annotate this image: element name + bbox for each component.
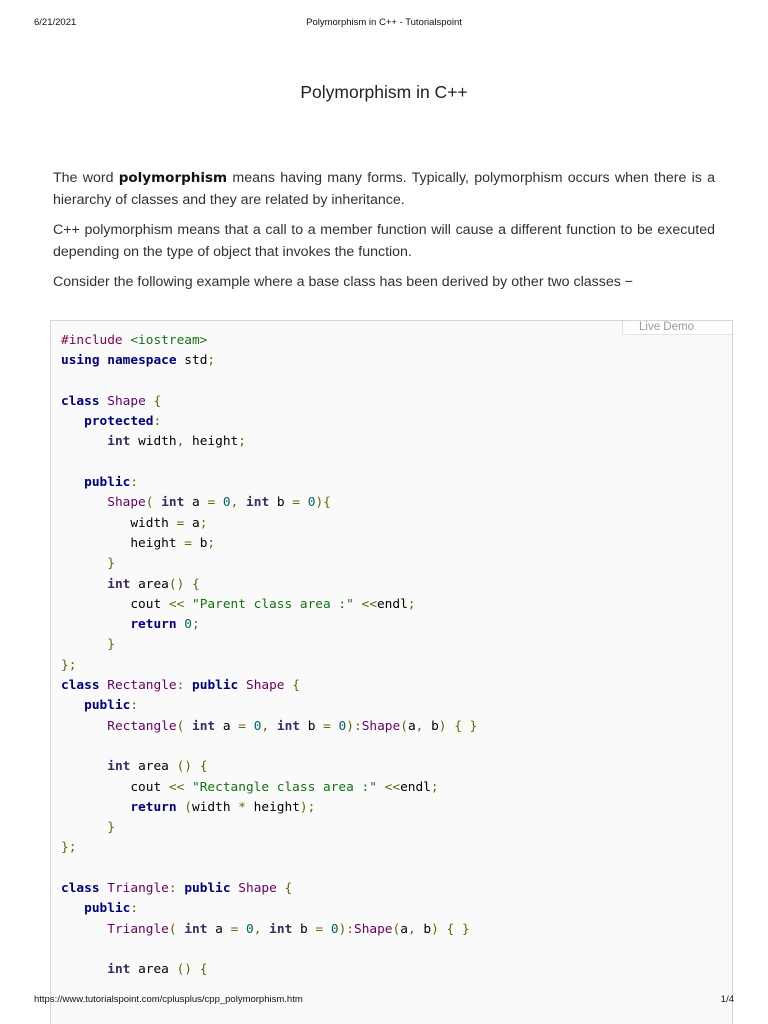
code-token: Shape <box>107 393 146 409</box>
print-header <box>0 17 768 31</box>
code-line <box>61 432 477 452</box>
code-token: ; <box>207 535 216 551</box>
code-line <box>61 473 477 493</box>
code-token: int <box>161 495 185 511</box>
code-token: { <box>446 921 455 937</box>
code-token: cout <box>61 596 169 612</box>
code-token: return <box>130 799 177 815</box>
print-footer <box>0 994 768 1008</box>
code-token: int <box>107 759 131 775</box>
code-token: << <box>168 779 185 795</box>
intro-text-end: means having many forms. Typically, polymorphism occurs when there is a hierarchy of classes and they are related by inheritance. <box>53 170 715 208</box>
code-token: area <box>130 576 169 592</box>
code-token: }; <box>61 657 77 673</box>
code-token: #include <box>61 333 131 348</box>
code-token: , <box>176 434 185 450</box>
code-line <box>61 920 477 940</box>
code-token <box>300 495 308 510</box>
code-line <box>61 351 477 371</box>
code-line <box>61 534 477 554</box>
code-token: : <box>168 881 177 897</box>
code-line <box>61 635 477 655</box>
code-token: ; <box>207 353 216 369</box>
code-token: int <box>192 718 216 734</box>
code-token: = <box>230 921 239 937</box>
code-token <box>61 962 107 977</box>
code-token: class <box>61 393 100 409</box>
code-token: = <box>207 495 216 511</box>
code-token <box>61 495 107 510</box>
code-token: * <box>238 799 246 815</box>
code-token: int <box>107 434 131 450</box>
code-token: () <box>176 962 193 978</box>
code-token <box>61 414 84 429</box>
code-token: width <box>192 799 239 815</box>
code-token: protected <box>84 414 154 430</box>
code-token: height <box>245 799 300 815</box>
code-token <box>184 678 192 693</box>
code-line <box>61 493 477 513</box>
code-token <box>184 780 192 795</box>
code-token: { <box>192 576 200 592</box>
code-token: int <box>276 718 300 734</box>
code-token: << <box>361 596 377 612</box>
code-token: Triangle <box>107 881 169 897</box>
code-token <box>323 922 331 937</box>
code-token: ( <box>168 921 177 937</box>
code-token: Shape <box>238 881 277 897</box>
code-token: int <box>107 962 131 978</box>
code-line <box>61 656 477 676</box>
code-token <box>277 881 285 896</box>
code-token: int <box>269 921 293 937</box>
code-line <box>61 879 477 899</box>
code-line <box>61 859 477 879</box>
code-token: ( <box>184 799 193 815</box>
code-line <box>61 940 477 960</box>
code-token: } <box>469 718 478 734</box>
code-token: ; <box>407 596 416 612</box>
intro-text-start: The word <box>53 170 119 186</box>
code-token: ): <box>346 718 362 734</box>
code-token: b <box>415 921 432 937</box>
code-token: b <box>269 495 293 511</box>
code-token <box>184 577 192 592</box>
code-token: "Parent class area :" <box>192 596 354 612</box>
page-number: 1/4 <box>720 994 734 1005</box>
code-token: public <box>84 475 131 491</box>
code-token: "Rectangle class area :" <box>192 779 377 795</box>
example-intro-paragraph: Consider the following example where a base class has been derived by other two classes − <box>53 274 634 290</box>
code-line <box>61 818 477 838</box>
code-token: cout <box>61 779 169 795</box>
polymorphism-term: polymorphism <box>118 170 228 186</box>
code-token: b <box>192 535 208 551</box>
code-token <box>261 922 269 937</box>
code-token: Triangle <box>107 921 169 937</box>
code-token: ): <box>338 921 354 937</box>
code-token: 0 <box>338 718 347 734</box>
code-token <box>238 922 246 937</box>
code-token: = <box>315 921 324 937</box>
code-line <box>61 676 477 696</box>
code-token: Shape <box>245 678 285 694</box>
code-token: b <box>299 718 324 734</box>
code-token <box>238 495 246 510</box>
code-token: Rectangle <box>107 678 177 694</box>
code-token <box>354 597 362 612</box>
code-token: 0 <box>307 495 316 511</box>
code-token <box>61 698 84 713</box>
code-token <box>61 434 107 449</box>
code-token: a <box>184 515 200 531</box>
code-token <box>439 922 447 937</box>
code-token: : <box>153 414 162 430</box>
code-token: namespace <box>107 353 177 369</box>
code-token <box>61 577 107 592</box>
code-token: Rectangle <box>107 718 177 734</box>
code-token: class <box>61 881 100 897</box>
code-token: area <box>130 962 177 978</box>
code-token <box>61 922 107 937</box>
code-token: = <box>238 718 246 734</box>
code-token: 0 <box>184 617 193 633</box>
code-line <box>61 595 477 615</box>
code-line <box>61 899 477 919</box>
code-token: } <box>461 921 470 937</box>
code-token <box>238 678 246 693</box>
code-line <box>61 798 477 818</box>
code-token: ){ <box>315 495 331 511</box>
code-token: return <box>130 617 177 633</box>
code-token: ; <box>238 434 246 450</box>
code-token: } <box>107 820 115 836</box>
code-token: } <box>107 556 115 572</box>
code-token: << <box>168 596 185 612</box>
code-token <box>61 617 130 632</box>
code-token: { <box>153 393 162 409</box>
code-token: a <box>215 718 239 734</box>
code-token: 0 <box>253 718 262 734</box>
live-demo-button[interactable]: Live Demo <box>622 321 732 335</box>
code-line <box>61 392 477 412</box>
code-line <box>61 372 477 392</box>
code-token: { <box>199 759 208 775</box>
code-token: public <box>84 901 131 917</box>
code-listing <box>61 331 477 981</box>
code-token: width <box>61 515 177 531</box>
code-token: 0 <box>246 921 254 937</box>
code-token: { <box>199 962 208 978</box>
code-token: Shape <box>107 495 146 511</box>
code-token: using <box>61 353 100 369</box>
code-line <box>61 514 477 534</box>
page-url: https://www.tutorialspoint.com/cplusplus/cpp_polymorphism.htm <box>34 994 303 1005</box>
code-token <box>184 719 192 734</box>
code-token <box>331 719 339 734</box>
code-token: width <box>130 434 177 450</box>
print-document-title: Polymorphism in C++ - Tutorialspoint <box>306 17 462 28</box>
code-line <box>61 615 477 635</box>
code-token: { <box>292 678 300 694</box>
code-token: b <box>423 718 439 734</box>
definition-paragraph: C++ polymorphism means that a call to a member function will cause a different function to be executed depending on the type of object that invokes the function. <box>53 222 715 260</box>
code-token: class <box>61 678 100 694</box>
code-token: height <box>61 535 185 551</box>
code-token <box>462 719 470 734</box>
code-token: Shape <box>353 921 393 937</box>
code-token: a <box>184 495 208 511</box>
code-token <box>61 475 84 490</box>
code-token: , <box>253 921 262 937</box>
code-token: <iostream> <box>130 333 208 348</box>
code-token <box>454 922 462 937</box>
code-token: ) <box>431 921 439 937</box>
code-token <box>146 394 154 409</box>
code-token: int <box>184 921 208 937</box>
code-line <box>61 717 477 737</box>
code-token <box>61 901 84 916</box>
code-token: ( <box>392 921 401 937</box>
code-token <box>61 719 107 734</box>
code-line <box>61 453 477 473</box>
code-line <box>61 575 477 595</box>
code-token: Shape <box>361 718 401 734</box>
code-token: ( <box>176 718 185 734</box>
code-token <box>61 800 130 815</box>
page-title: Polymorphism in C++ <box>300 82 468 102</box>
code-token: a <box>407 718 416 734</box>
code-token: int <box>246 495 270 511</box>
code-token: () <box>176 759 193 775</box>
code-token: endl <box>376 596 408 612</box>
code-token: public <box>192 678 239 694</box>
code-example-block <box>50 320 733 1024</box>
code-token: { <box>454 718 462 734</box>
code-token: , <box>415 718 424 734</box>
code-token <box>377 780 385 795</box>
code-token: << <box>384 779 401 795</box>
code-token: = <box>176 515 185 531</box>
code-token: ); <box>299 799 316 815</box>
code-token: public <box>184 881 231 897</box>
code-token: , <box>407 921 416 937</box>
code-token: : <box>130 475 139 491</box>
code-token <box>61 556 107 571</box>
code-token: ; <box>192 617 200 633</box>
code-token <box>269 719 277 734</box>
code-token: ( <box>145 495 154 511</box>
code-line <box>61 696 477 716</box>
code-token: = <box>184 535 192 551</box>
code-token: , <box>230 495 239 511</box>
code-token <box>61 759 107 774</box>
code-token: : <box>130 698 139 714</box>
code-line <box>61 331 477 351</box>
code-token: b <box>292 921 316 937</box>
code-line <box>61 757 477 777</box>
code-token: } <box>107 637 115 653</box>
code-token: a <box>207 921 231 937</box>
print-date: 6/21/2021 <box>34 17 77 28</box>
code-token <box>184 597 192 612</box>
code-line <box>61 737 477 757</box>
code-token: : <box>130 901 139 917</box>
code-token: , <box>261 718 270 734</box>
code-token: { <box>284 881 293 897</box>
code-token: ( <box>400 718 408 734</box>
code-token: 0 <box>330 921 339 937</box>
code-line <box>61 838 477 858</box>
code-line <box>61 412 477 432</box>
code-token <box>215 495 223 510</box>
code-token: endl <box>400 779 431 795</box>
code-token <box>61 637 107 652</box>
code-token: ; <box>199 515 208 531</box>
intro-paragraph <box>53 168 715 211</box>
code-token <box>61 820 107 835</box>
code-token: : <box>176 678 185 694</box>
code-token: 0 <box>222 495 231 511</box>
code-token: public <box>84 698 131 714</box>
code-token <box>246 719 254 734</box>
code-token <box>192 962 200 977</box>
code-token: height <box>184 434 239 450</box>
code-token: = <box>292 495 301 511</box>
code-token: }; <box>61 840 77 856</box>
code-token: std <box>176 353 208 369</box>
code-token: area <box>130 759 177 775</box>
code-token: a <box>400 921 408 937</box>
code-token: = <box>323 718 331 734</box>
code-token: ) <box>438 718 447 734</box>
code-line <box>61 778 477 798</box>
code-token: () <box>168 576 185 592</box>
code-token: int <box>107 576 131 592</box>
code-token <box>192 759 200 774</box>
code-line <box>61 554 477 574</box>
code-line <box>61 960 477 980</box>
code-token: ; <box>430 779 439 795</box>
